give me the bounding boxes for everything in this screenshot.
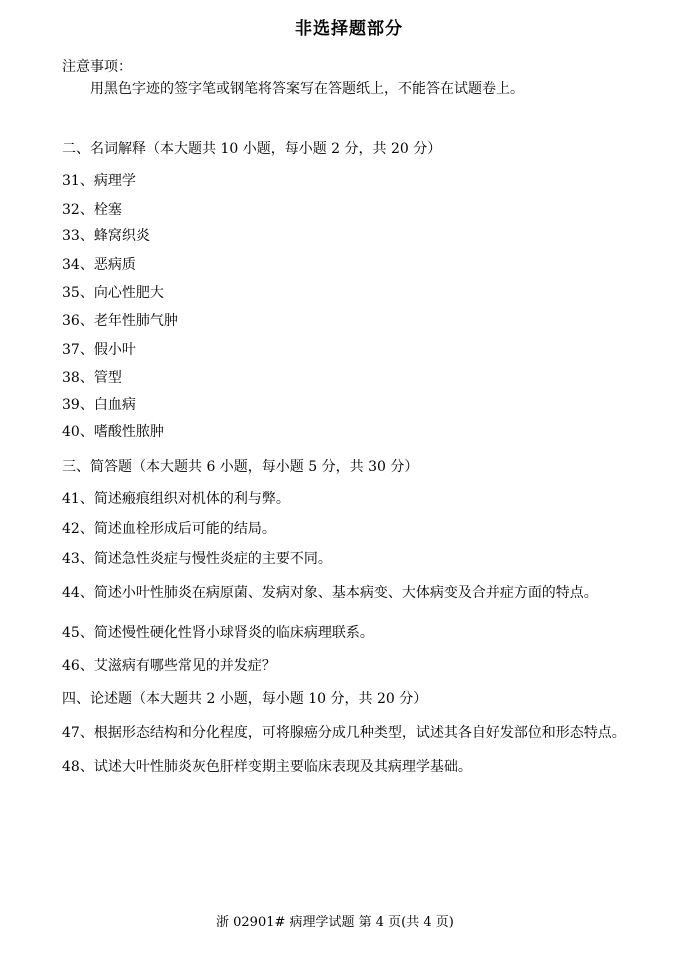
- question-item: 43、简述急性炎症与慢性炎症的主要不同。: [62, 551, 332, 567]
- page-footer: 浙 02901# 病理学试题 第 4 页(共 4 页): [216, 915, 454, 930]
- question-item: 42、简述血栓形成后可能的结局。: [62, 521, 276, 537]
- question-item: 32、栓塞: [62, 202, 122, 218]
- question-item: 45、简述慢性硬化性肾小球肾炎的临床病理联系。: [62, 625, 374, 641]
- question-item: 47、根据形态结构和分化程度，可将腺癌分成几种类型，试述其各自好发部位和形态特点。: [62, 725, 626, 741]
- question-item: 46、艾滋病有哪些常见的并发症？: [62, 658, 276, 674]
- question-item: 38、管型: [62, 370, 122, 386]
- question-item: 34、恶病质: [62, 257, 136, 273]
- question-item: 44、简述小叶性肺炎在病原菌、发病对象、基本病变、大体病变及合并症方面的特点。: [62, 585, 598, 601]
- question-item: 39、白血病: [62, 397, 136, 413]
- section-heading-term-definitions: 二、名词解释（本大题共 10 小题，每小题 2 分，共 20 分）: [62, 141, 442, 157]
- question-item: 31、病理学: [62, 173, 136, 189]
- question-item: 35、向心性肥大: [62, 285, 164, 301]
- question-item: 37、假小叶: [62, 342, 136, 358]
- notice-text: 用黑色字迹的签字笔或钢笔将答案写在答题纸上，不能答在试题卷上。: [90, 81, 524, 97]
- question-item: 33、蜂窝织炎: [62, 228, 150, 244]
- page-title: 非选择题部分: [295, 19, 403, 39]
- section-heading-essay: 四、论述题（本大题共 2 小题，每小题 10 分，共 20 分）: [62, 691, 428, 707]
- question-item: 48、试述大叶性肺炎灰色肝样变期主要临床表现及其病理学基础。: [62, 759, 472, 775]
- question-item: 41、简述瘢痕组织对机体的利与弊。: [62, 491, 290, 507]
- question-item: 40、嗜酸性脓肿: [62, 424, 164, 440]
- notice-heading: 注意事项：: [62, 59, 132, 75]
- section-heading-short-answer: 三、简答题（本大题共 6 小题，每小题 5 分，共 30 分）: [62, 459, 419, 475]
- question-item: 36、老年性肺气肿: [62, 313, 178, 329]
